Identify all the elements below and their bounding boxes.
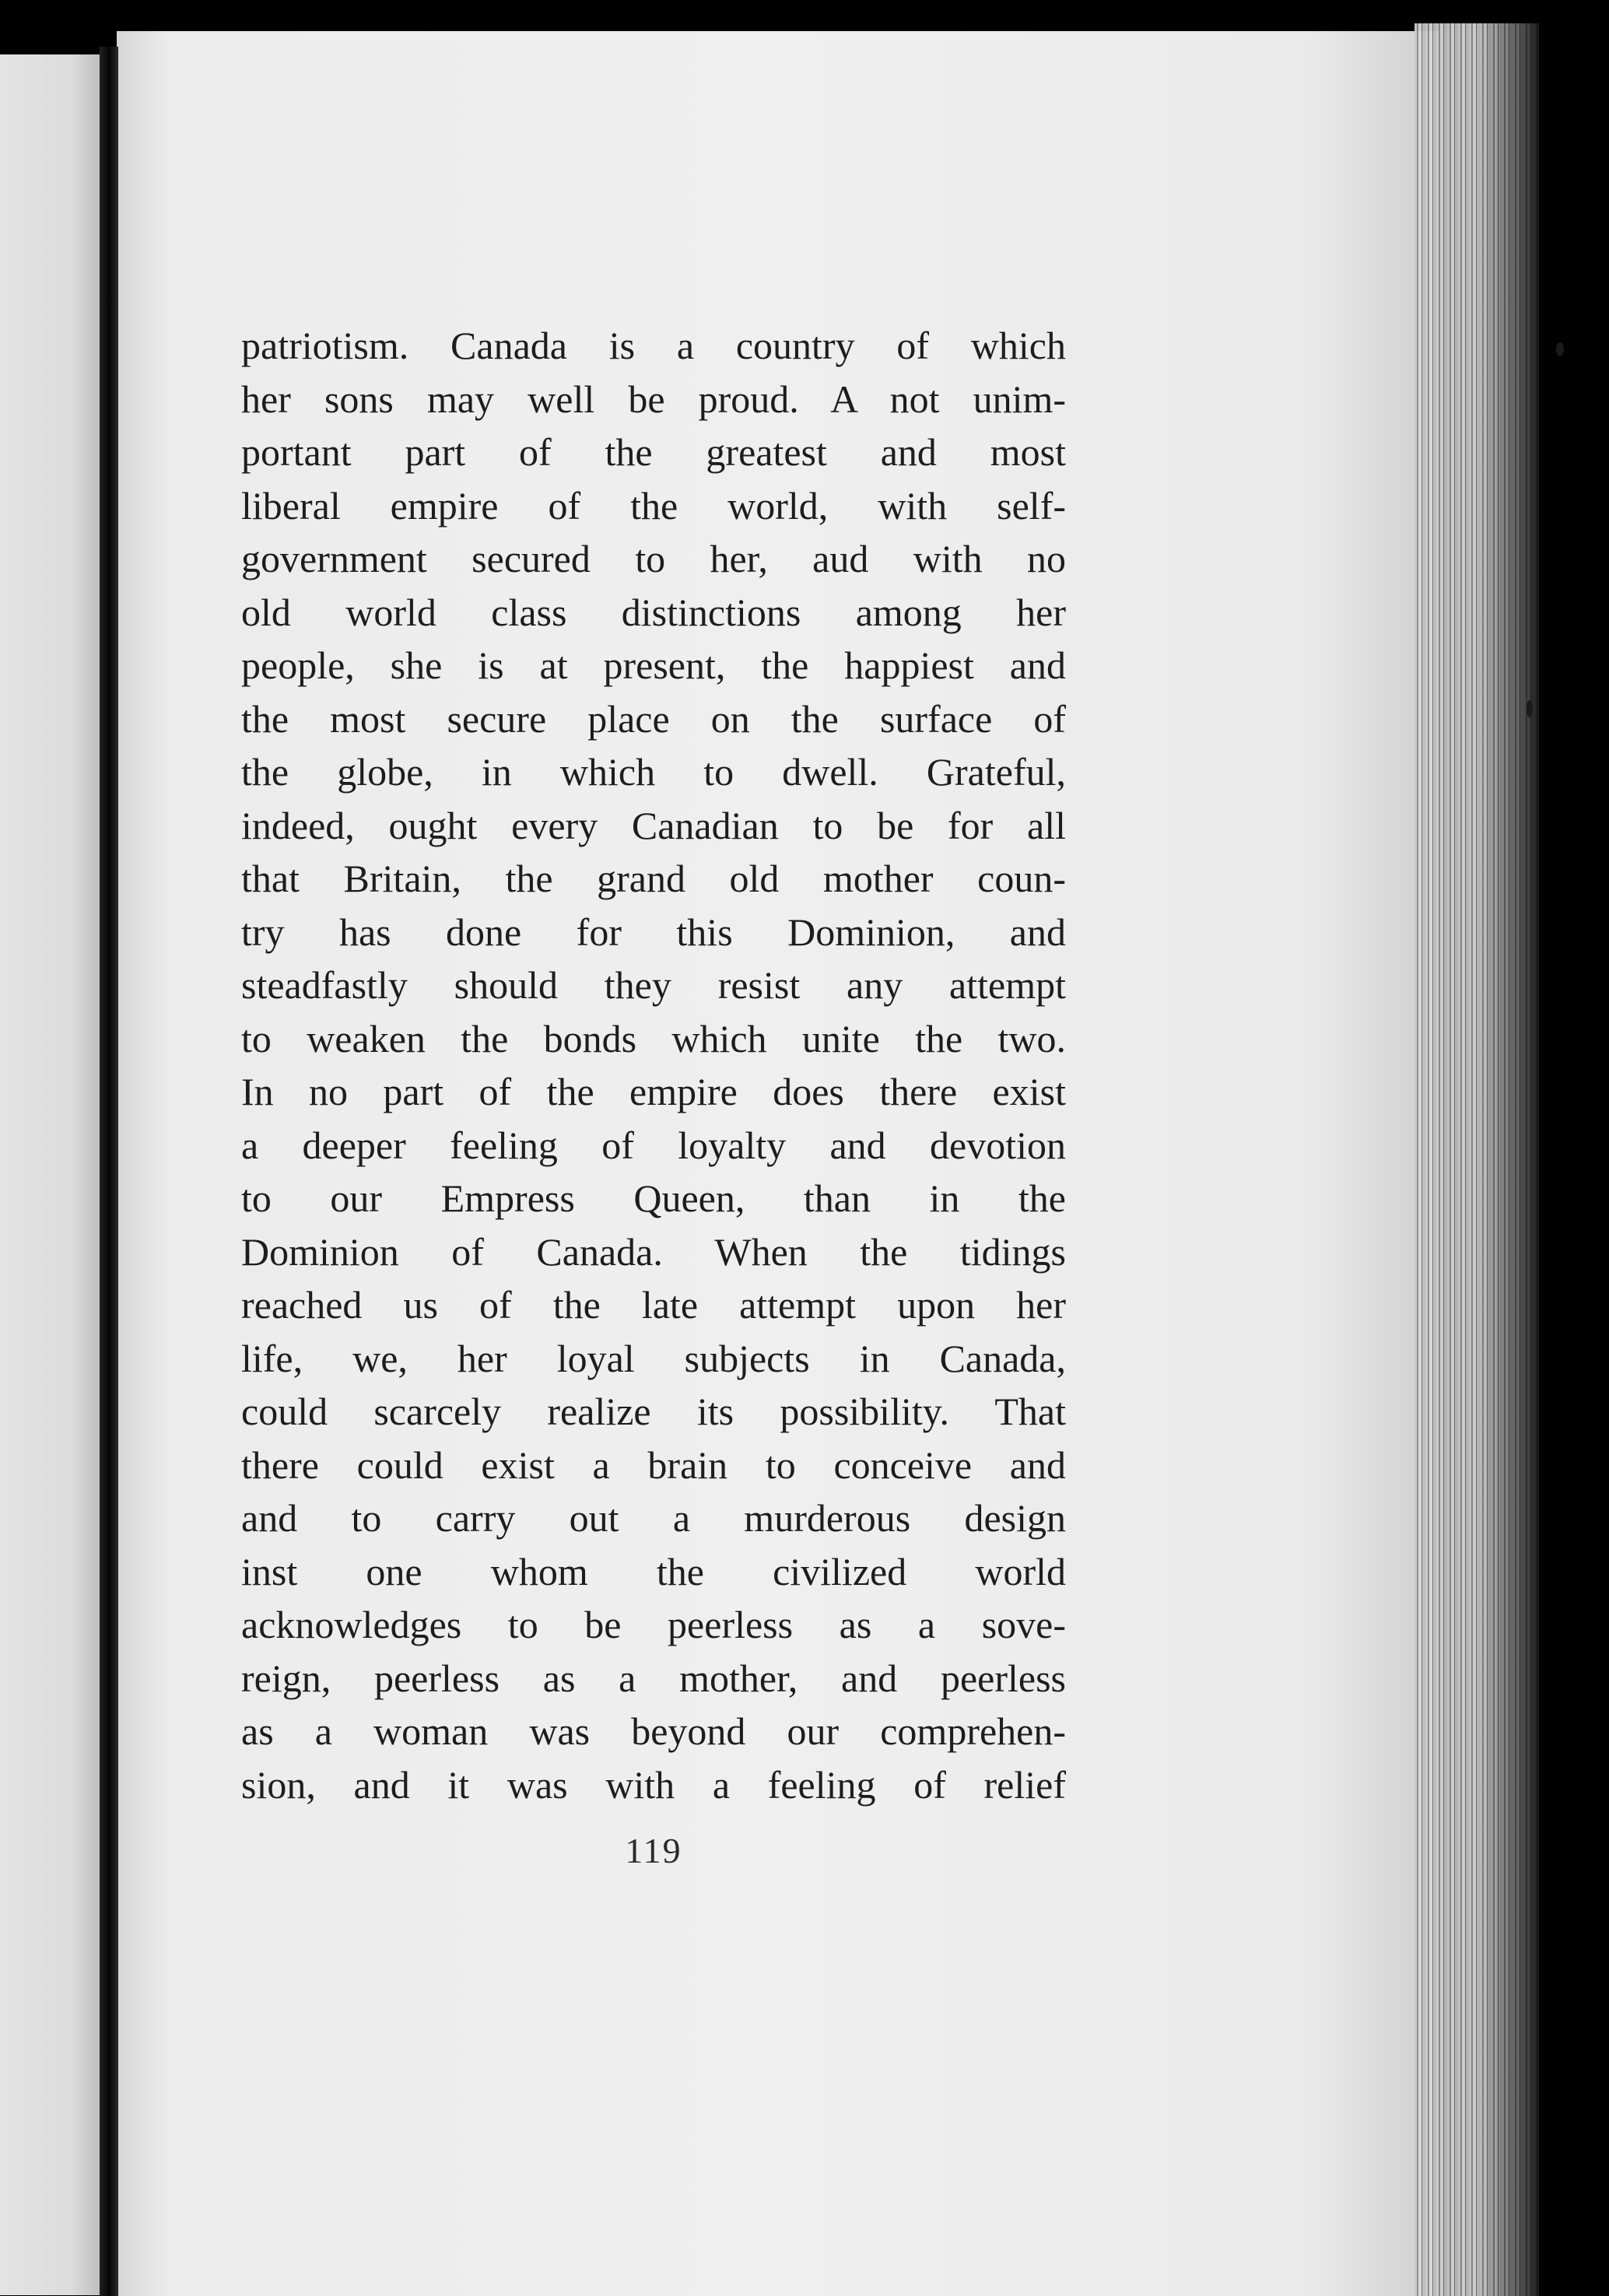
text-line: the globe, in which to dwell. Grateful,: [241, 750, 1066, 794]
text-line: people, she is at present, the happiest and: [241, 643, 1066, 687]
dust-speck: [1556, 342, 1564, 356]
text-line: there could exist a brain to conceive and: [241, 1442, 1066, 1487]
text-line: and to carry out a murderous design: [241, 1496, 1066, 1540]
text-line: a deeper feeling of loyalty and devotion: [241, 1123, 1066, 1167]
text-line: In no part of the empire does there exist: [241, 1070, 1066, 1113]
text-line: sion, and it was with a feeling of relief: [241, 1762, 1066, 1807]
text-line: old world class distinctions among her: [241, 590, 1066, 634]
text-line: inst one whom the civilized world: [241, 1549, 1066, 1593]
text-line: the most secure place on the surface of: [241, 696, 1066, 741]
text-line: her sons may well be proud. A not unim-: [241, 377, 1066, 421]
text-line: reign, peerless as a mother, and peerless: [241, 1656, 1066, 1700]
book-gutter: [100, 47, 118, 2296]
text-line: acknowledges to be peerless as a sove-: [241, 1603, 1066, 1646]
text-line: life, we, her loyal subjects in Canada,: [241, 1336, 1066, 1380]
text-line: government secured to her, aud with no: [241, 537, 1066, 580]
page-number: 119: [625, 1831, 682, 1870]
text-line: try has done for this Dominion, and: [241, 910, 1066, 954]
text-line: as a woman was beyond our comprehen-: [241, 1709, 1066, 1753]
text-line: indeed, ought every Canadian to be for all: [241, 803, 1066, 847]
text-line: reached us of the late attempt upon her: [241, 1283, 1066, 1327]
page-edge-shadow: [1478, 23, 1548, 2296]
text-line: patriotism. Canada is a country of which: [241, 324, 1066, 367]
text-line: that Britain, the grand old mother coun-: [241, 857, 1066, 900]
text-line: to our Empress Queen, than in the: [241, 1176, 1066, 1220]
body-text: [241, 319, 1066, 1811]
text-line: to weaken the bonds which unite the two.: [241, 1016, 1066, 1060]
dust-speck: [1527, 700, 1533, 717]
text-line: could scarcely realize its possibility. That: [241, 1390, 1066, 1433]
left-page-edge: [0, 54, 101, 2295]
text-line: liberal empire of the world, with self-: [241, 483, 1066, 528]
text-line: steadfastly should they resist any attempt: [241, 963, 1066, 1007]
text-line: Dominion of Canada. When the tidings: [241, 1229, 1066, 1274]
text-line: portant part of the greatest and most: [241, 430, 1066, 474]
